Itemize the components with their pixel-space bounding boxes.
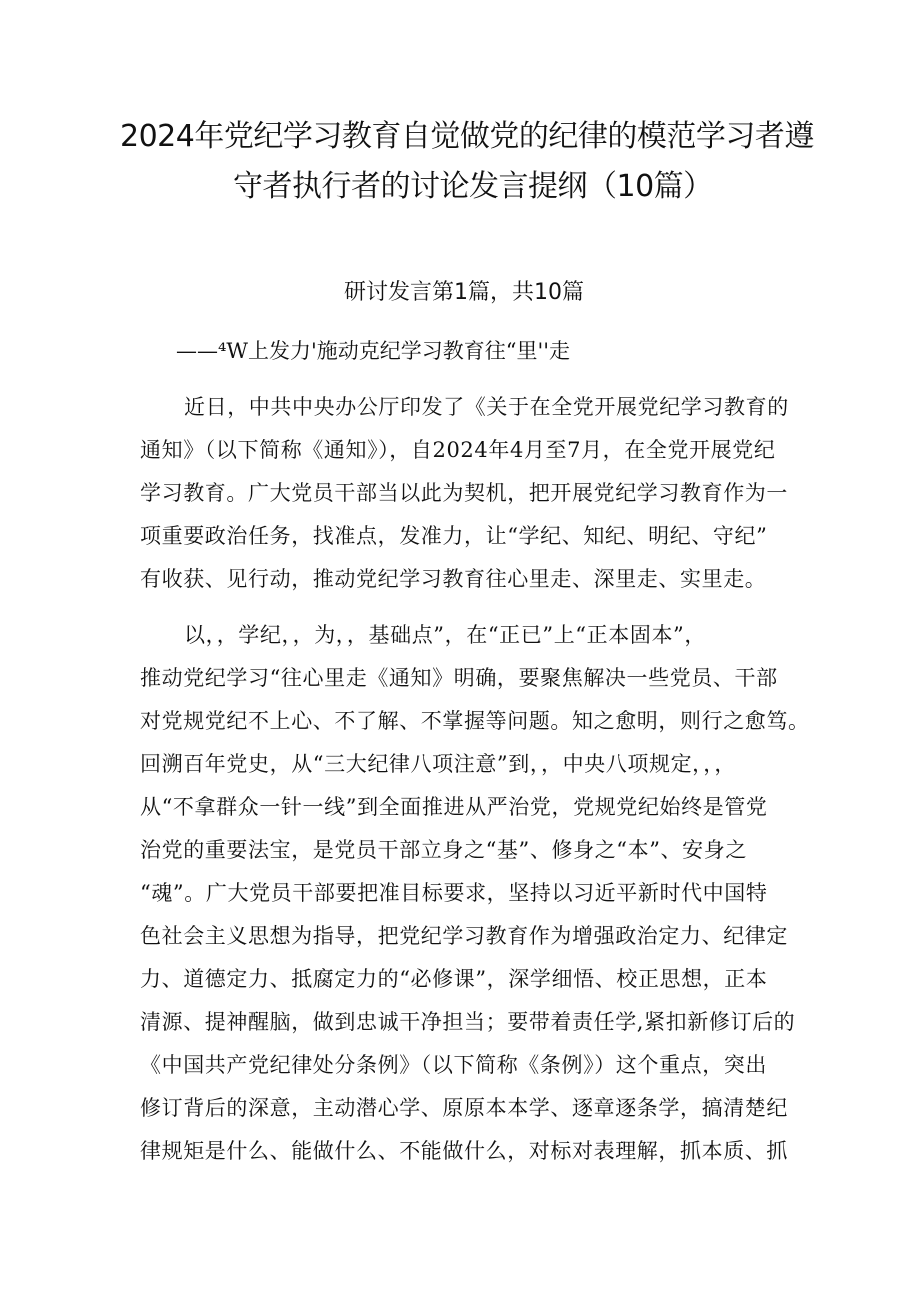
paragraph-2 [140,614,810,1173]
paragraph-line: 项重要政治任务，找准点，发准力，让“学纪、知纪、明纪、守纪” [140,524,768,548]
subtitle: ——⁴W上发力'施动克纪学习教育往“里''走 [176,339,571,363]
paragraph-line: 近日，中共中央办公厅印发了《关于在全党开展党纪学习教育的 [184,395,789,419]
paragraph-line: 从“不拿群众一针一线”到全面推进从严治党，党规党纪始终是管党 [140,795,768,819]
paragraph-1 [140,386,796,601]
paragraph-line: 律规矩是什么、能做什么、不能做什么，对标对表理解，抓本质、抓 [140,1139,788,1163]
paragraph-line: 通知》（以下简称《通知》），自2024年4月至7月，在全党开展党纪 [140,438,776,462]
paragraph-line: 色社会主义思想为指导，把党纪学习教育作为增强政治定力、纪律定 [140,924,788,948]
paragraph-line: 治党的重要法宝，是党员干部立身之“基”、修身之“本”、安身之 [140,838,747,862]
paragraph-line: 以，，学纪，，为，，基础点”，在“正已”上“正本固本”， [184,623,706,647]
paragraph-line: 对党规党纪不上心、不了解、不掌握等问题。知之愈明，则行之愈笃。 [140,709,810,733]
paragraph-line: 推动党纪学习“往心里走《通知》明确，要聚焦解决一些党员、干部 [140,666,778,690]
paragraph-line: 修订背后的深意，主动潜心学、原原本本学、逐章逐条学，搞清楚纪 [140,1096,788,1120]
paragraph-line: 有收获、见行动，推动党纪学习教育往心里走、深里走、实里走。 [140,567,767,591]
paragraph-line: 回溯百年党史，从“三大纪律八项注意”到，，中央八项规定，，， [140,752,736,776]
section-heading: 研讨发言第1篇，共10篇 [344,280,584,305]
paragraph-line: 《中国共产党纪律处分条例》（以下简称《条例》）这个重点，突出 [140,1053,767,1077]
paragraph-line: 清源、提神醒脑，做到忠诚干净担当；要带着责任学,紧扣新修订后的 [140,1010,796,1034]
paragraph-line: “魂”。广大党员干部要把准目标要求，坚持以习近平新时代中国特 [140,881,768,905]
document-title [120,112,820,212]
paragraph-line: 力、道德定力、抵腐定力的“必修课”，深学细悟、校正思想，正本 [140,967,768,991]
title-line-2: 守者执行者的讨论发言提纲（10篇） [233,169,713,204]
paragraph-line: 学习教育。广大党员干部当以此为契机，把开展党纪学习教育作为一 [140,481,788,505]
title-line-1: 2024年党纪学习教育自觉做党的纪律的模范学习者遵 [120,119,814,154]
